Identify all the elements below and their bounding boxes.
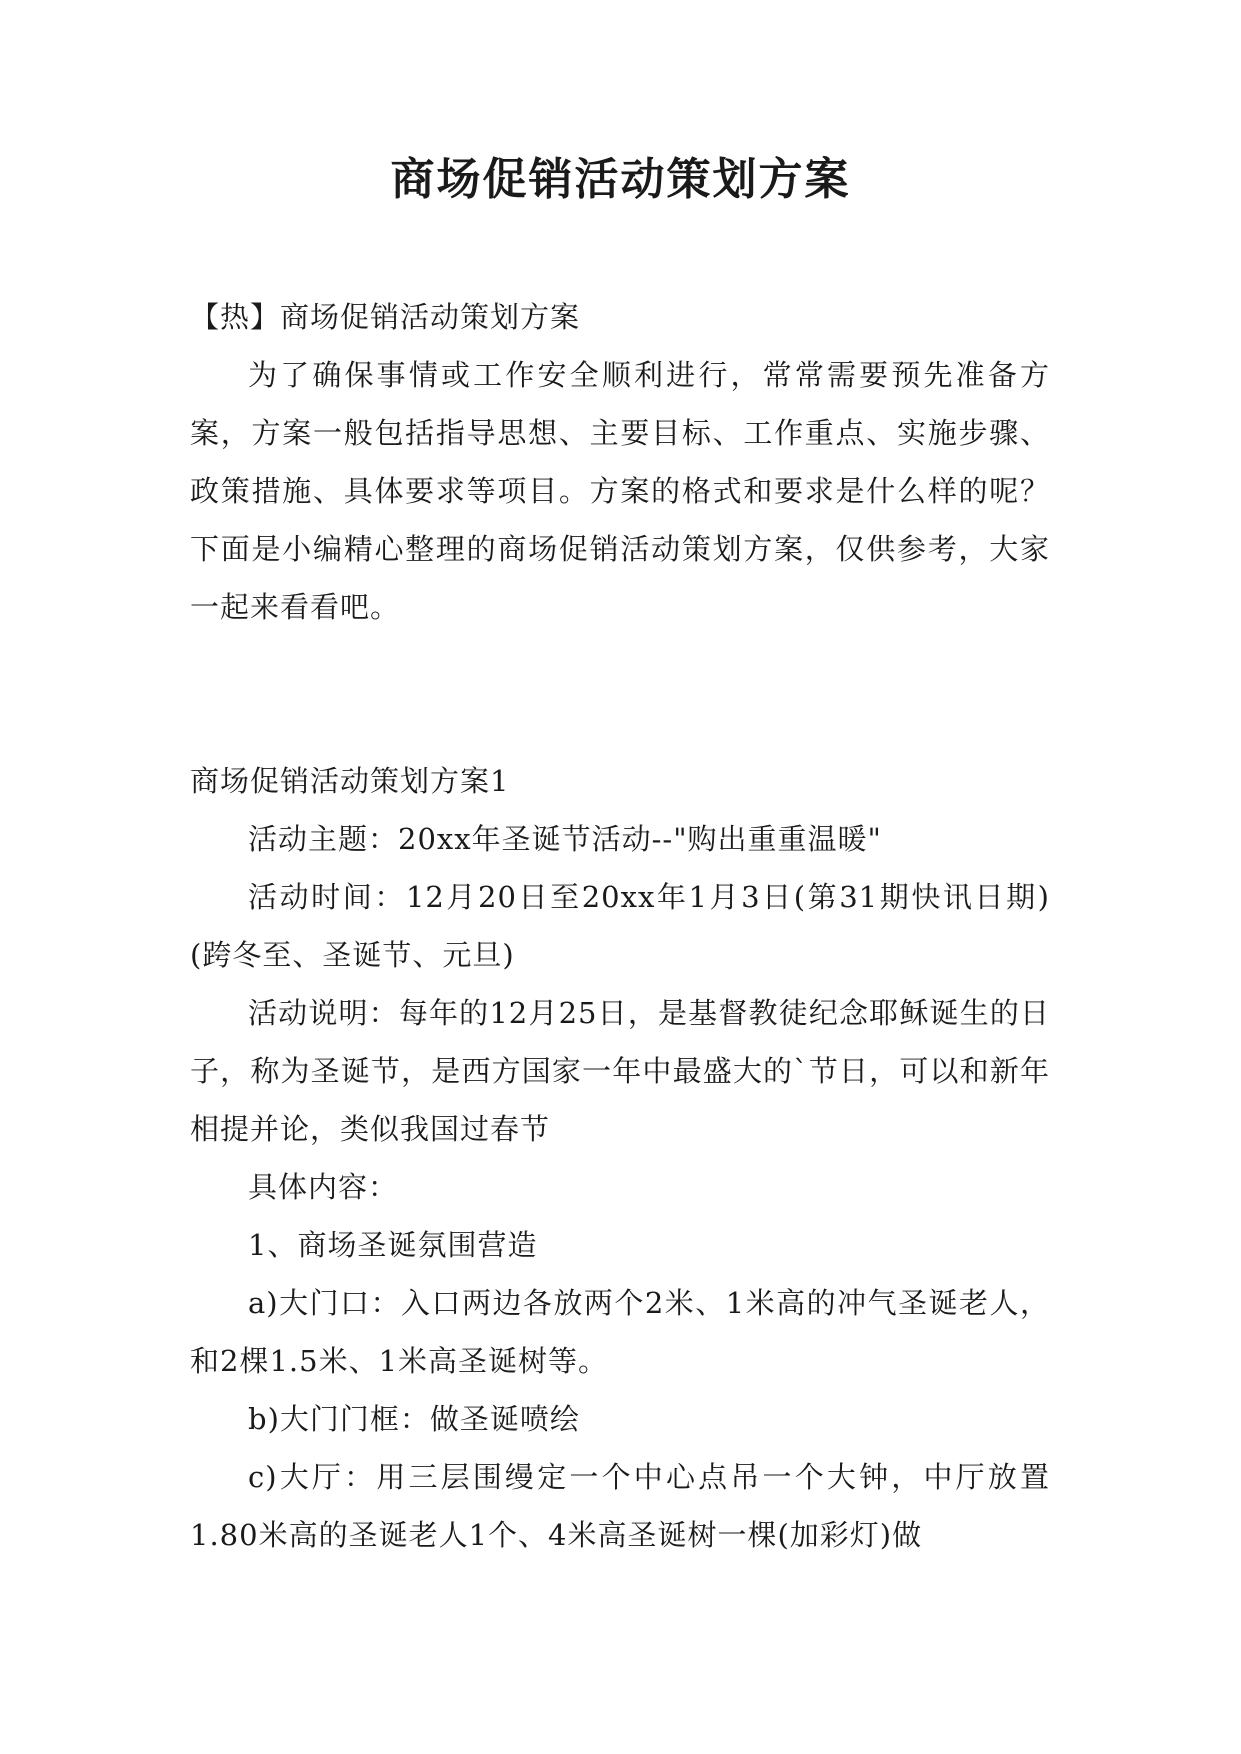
list-item: b)大门门框：做圣诞喷绘 [248,1402,580,1436]
list-item: a)大门口：入口两边各放两个2米、1米高的冲气圣诞老人，和2棵1.5米、1米高圣诞树等。 [190,1286,1050,1378]
document-title: 商场促销活动策划方案 [390,154,851,205]
section-heading: 商场促销活动策划方案1 [190,764,510,798]
list-item: 1、商场圣诞氛围营造 [248,1228,538,1262]
document-body [190,288,1050,1564]
list-item: c)大厅：用三层围缦定一个中心点吊一个大钟，中厅放置1.80米高的圣诞老人1个、4米高圣诞树一棵(加彩灯)做 [190,1460,1050,1552]
activity-theme: 活动主题：20xx年圣诞节活动--"购出重重温暖" [248,822,882,856]
section-spacer [190,636,1050,752]
activity-description: 活动说明：每年的12月25日，是基督教徒纪念耶稣诞生的日子，称为圣诞节，是西方国家一年中最盛大的`节日，可以和新年相提并论，类似我国过春节 [190,996,1050,1146]
intro-heading: 【热】商场促销活动策划方案 [190,300,581,334]
activity-time: 活动时间：12月20日至20xx年1月3日(第31期快讯日期)(跨冬至、圣诞节、元旦) [190,880,1050,972]
intro-paragraph: 为了确保事情或工作安全顺利进行，常常需要预先准备方案，方案一般包括指导思想、主要目标、工作重点、实施步骤、政策措施、具体要求等项目。方案的格式和要求是什么样的呢？下面是小编精心整理的商场促销活动策划方案，仅供参考，大家一起来看看吧。 [190,358,1050,624]
content-label: 具体内容： [248,1170,399,1204]
